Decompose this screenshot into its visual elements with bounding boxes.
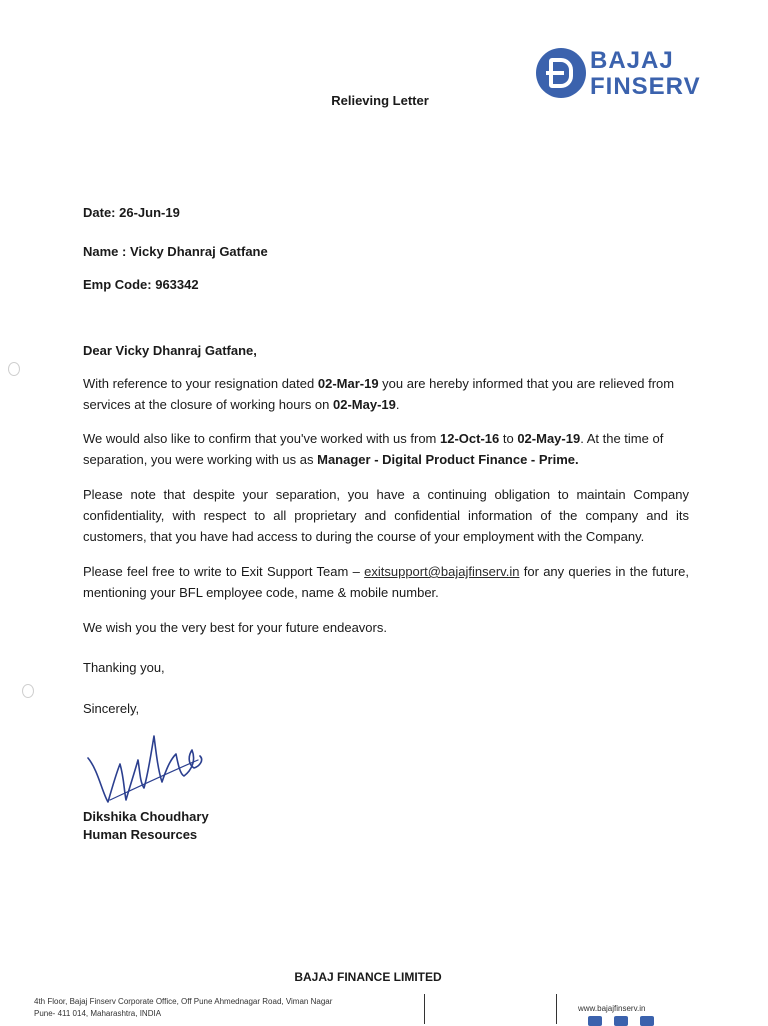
relieving-date: 02-May-19	[333, 397, 396, 412]
logo-text-line1: BAJAJ	[590, 47, 674, 74]
resignation-date: 02-Mar-19	[317, 376, 379, 391]
twitter-icon[interactable]	[588, 1016, 602, 1026]
signer-block	[83, 808, 209, 844]
logo-text-line2: FINSERV	[590, 73, 701, 100]
greeting: Dear Vicky Dhanraj Gatfane,	[83, 343, 257, 358]
footer-address-line1: 4th Floor, Bajaj Finserv Corporate Office, Off Pune Ahmednagar Road, Viman Nagar	[34, 997, 333, 1006]
footer-address-line2: Pune- 411 014, Maharashtra, INDIA	[34, 1009, 162, 1018]
paragraph-best-wishes: We wish you the very best for your future endeavors.	[83, 620, 387, 635]
footer-divider-right	[556, 994, 557, 1024]
paragraph-relieving	[83, 373, 689, 415]
footer-address	[34, 996, 332, 1020]
footer-website-link[interactable]: www.bajajfinserv.in	[578, 1004, 646, 1013]
letter-title: Relieving Letter	[331, 93, 429, 108]
employee-name: Name : Vicky Dhanraj Gatfane	[83, 244, 268, 259]
linkedin-icon[interactable]	[640, 1016, 654, 1026]
joining-date: 12-Oct-16	[440, 431, 500, 446]
letter-date: Date: 26-Jun-19	[83, 205, 180, 220]
closing-thanks: Thanking you,	[83, 660, 165, 675]
p2-text-e: . At the time of separation, you were working with us as	[83, 431, 664, 467]
logo-mark-icon	[536, 48, 586, 98]
punch-mark-icon	[22, 684, 34, 698]
paragraph-exit-support	[83, 561, 689, 603]
footer-divider-left	[424, 994, 425, 1024]
p1-text-c: you are hereby informed that you are relieved from services at the closure of working hours on	[83, 376, 675, 412]
designation: Manager - Digital Product Finance - Prime.	[317, 452, 579, 467]
punch-mark-icon	[8, 362, 20, 376]
p4-text-a: Please feel free to write to Exit Support Team –	[83, 564, 365, 579]
paragraph-confidentiality: Please note that despite your separation, you have a continuing obligation to maintain Company confidentiality, with respect to all proprietary and confidential information of the company and its customers, that you have had access to during the course of your employment with the Company.	[83, 487, 689, 544]
p2-text-c: to	[499, 431, 518, 446]
signer-name: Dikshika Choudhary	[83, 809, 209, 824]
signature-image	[80, 730, 220, 810]
p4-text-b: for any queries in the future, mentioning your BFL employee code, name & mobile number.	[83, 564, 689, 600]
exit-support-email-link[interactable]: exitsupport@bajajfinserv.in	[364, 564, 520, 579]
footer-company-name: BAJAJ FINANCE LIMITED	[294, 970, 442, 984]
facebook-icon[interactable]	[614, 1016, 628, 1026]
closing-sincerely: Sincerely,	[83, 701, 140, 716]
employee-code: Emp Code: 963342	[83, 277, 199, 292]
p1-text-e: .	[395, 397, 400, 412]
signer-title: Human Resources	[83, 827, 198, 842]
p1-text-a: With reference to your resignation dated	[83, 376, 318, 391]
end-date: 02-May-19	[517, 431, 581, 446]
paragraph-tenure	[83, 428, 689, 470]
p2-text-a: We would also like to confirm that you've worked with us from	[83, 431, 440, 446]
